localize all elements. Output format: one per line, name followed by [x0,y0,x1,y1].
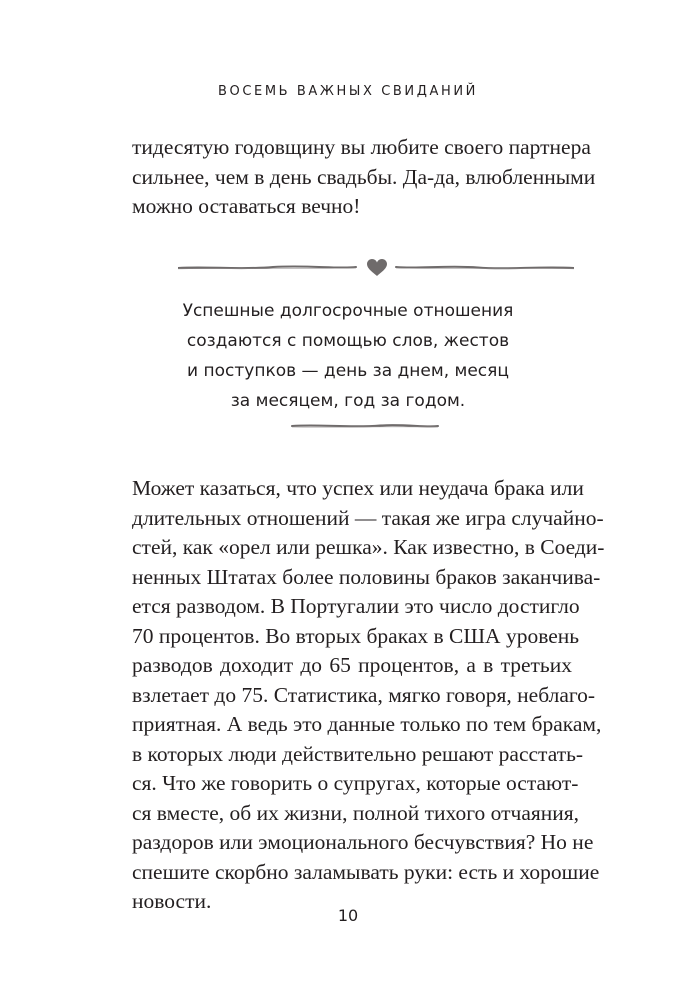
text-line: сильнее, чем в день свадьбы. Да-да, влюбленными [132,164,596,189]
heart-icon [367,259,387,276]
quote-line: создаются с помощью слов, жестов [186,331,510,351]
quote-line: и поступков — день за днем, месяц [187,361,509,381]
text-line: в которых люди действительно решают расстать- [132,741,584,766]
text-line: тидесятую годовщину вы любите своего партнера [132,135,591,159]
quote-line: Успешные долгосрочные отношения [182,301,514,321]
paragraph-continued [132,133,596,222]
text-line: ся. Что же говорить о супругах, которые остают- [132,771,579,795]
ornamental-divider [178,255,574,279]
text-line: ется разводом. В Португалии это число достигло [132,594,580,618]
text-line: ненных Штатах более половины браков заканчива- [132,564,601,589]
pull-quote [150,296,546,416]
text-line: длительных отношений — такая же игра случайно- [132,505,604,530]
text-line: взлетает до 75. Статистика, мягко говоря, неблаго- [132,682,596,707]
text-line: 70 процентов. Во вторых браках в США уровень [132,623,580,648]
text-line: Может казаться, что успех или неудача брака или [132,476,584,500]
text-line: новости. [132,889,212,913]
text-line: можно оставаться вечно! [132,194,361,218]
text-line: разводов доходит до 65 процентов, а в третьих [132,653,572,677]
quote-line: за месяцем, год за годом. [230,391,466,411]
divider-line-left [178,266,356,268]
running-head: ВОСЕМЬ ВАЖНЫХ СВИДАНИЙ [217,84,478,99]
paragraph-main [132,474,605,917]
text-line: ся вместе, об их жизни, полной тихого отчаяния, [132,800,580,825]
text-line: приятная. А ведь это данные только по тем бракам, [132,712,602,736]
text-line: спешите скорбно заламывать руки: есть и хорошие [132,859,600,884]
quote-end-divider [290,421,440,431]
text-line: раздоров или эмоционального бесчувствия? Но не [132,830,594,854]
page-number: 10 [337,906,359,925]
text-line: стей, как «орел или решка». Как известно, в Соеди- [132,535,605,559]
